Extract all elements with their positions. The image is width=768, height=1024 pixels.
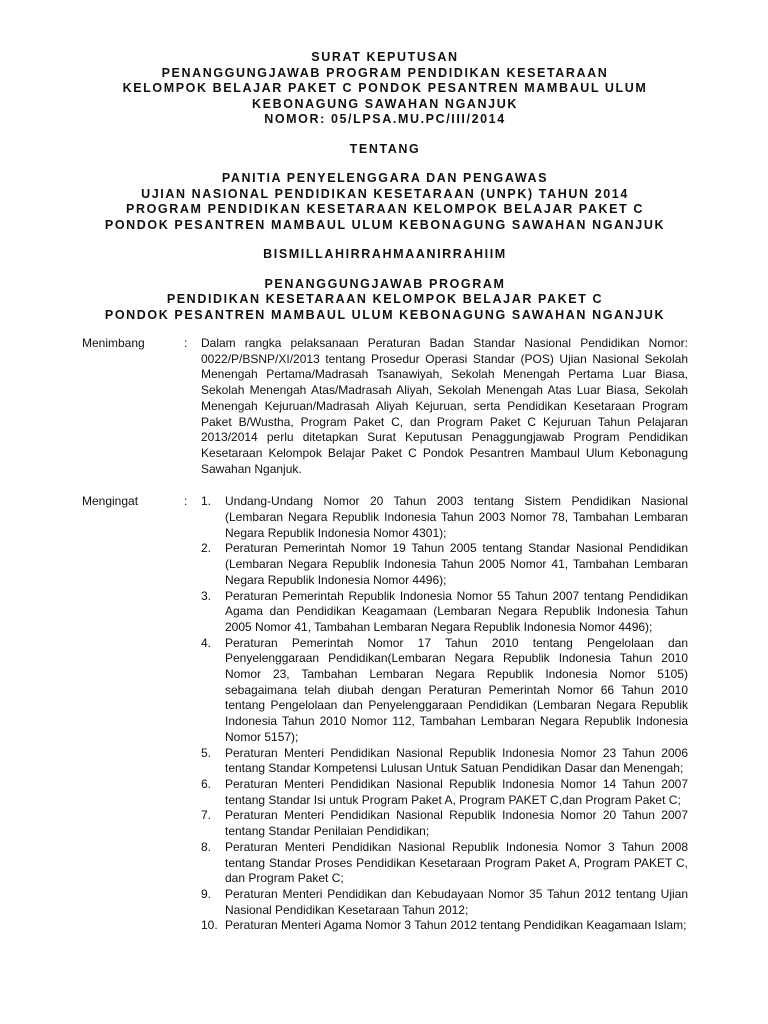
item-text: Peraturan Menteri Pendidikan dan Kebudayaan Nomor 35 Tahun 2012 tentang Ujian Nasional Pendidikan Kesetaraan Tahun 2012; [225, 886, 688, 917]
subject-block [82, 171, 688, 233]
subject-line: PROGRAM PENDIDIKAN KESETARAAN KELOMPOK BELAJAR PAKET C [126, 202, 644, 216]
issuer-line: PENANGGUNGJAWAB PROGRAM [264, 276, 506, 291]
list-item [201, 541, 688, 588]
subject-line: PONDOK PESANTREN MAMBAUL ULUM KEBONAGUNG SAWAHAN NGANJUK [104, 217, 666, 232]
list-item [201, 777, 688, 808]
item-number: 5. [201, 745, 212, 760]
item-text: Peraturan Menteri Pendidikan Nasional Republik Indonesia Nomor 3 Tahun 2008 tentang Standar Proses Pendidikan Kesetaraan Program Paket A, Program PAKET C, dan Program Paket C; [225, 839, 688, 886]
item-number: 6. [201, 776, 212, 791]
item-number: 9. [201, 886, 212, 901]
issuer-line: PENDIDIKAN KESETARAAN KELOMPOK BELAJAR PAKET C [166, 292, 604, 306]
tentang-section [82, 142, 688, 158]
list-item [201, 589, 688, 636]
section-spacer [82, 477, 688, 494]
menimbang-section [82, 336, 688, 477]
bismillah-block [82, 247, 688, 263]
item-text: Peraturan Menteri Pendidikan Nasional Republik Indonesia Nomor 23 Tahun 2006 tentang Standar Kompetensi Lulusan Untuk Satuan Pendidikan Dasar dan Menengah; [225, 745, 688, 776]
item-text: Peraturan Pemerintah Republik Indonesia Nomor 55 Tahun 2007 tentang Pendidikan Agama dan Pendidikan Keagamaan (Lembaran Negara Republik Indonesia Tahun 2005 Nomor 41, Tambahan Lembaran Negara Republik Indonesia Nomor 4496); [225, 588, 688, 634]
item-number: 2. [201, 541, 212, 556]
item-number: 3. [201, 588, 212, 603]
decree-title: SURAT KEPUTUSAN [311, 50, 459, 64]
item-number: 1. [201, 494, 212, 509]
item-text: Peraturan Menteri Agama Nomor 3 Tahun 2012 tentang Pendidikan Keagamaan Islam; [225, 918, 687, 933]
item-number: 4. [201, 635, 212, 650]
menimbang-label: Menimbang [82, 336, 145, 350]
mengingat-list-container [201, 494, 688, 934]
header-line: KEBONAGUNG SAWAHAN NGANJUK [252, 96, 518, 111]
item-number: 8. [201, 839, 212, 854]
decree-header [82, 50, 688, 128]
decree-number: NOMOR: 05/LPSA.MU.PC/III/2014 [264, 112, 506, 126]
subject-line: PANITIA PENYELENGGARA DAN PENGAWAS [221, 171, 549, 185]
list-item [201, 918, 688, 934]
header-line: KELOMPOK BELAJAR PAKET C PONDOK PESANTREN MAMBAUL ULUM [122, 81, 648, 95]
mengingat-colon: : [184, 494, 188, 509]
issuer-line: PONDOK PESANTREN MAMBAUL ULUM KEBONAGUNG SAWAHAN NGANJUK [104, 307, 666, 322]
subject-line: UJIAN NASIONAL PENDIDIKAN KESETARAAN (UNPK) TAHUN 2014 [141, 186, 629, 201]
item-text: Peraturan Pemerintah Nomor 19 Tahun 2005 tentang Standar Nasional Pendidikan (Lembaran Negara Republik Indonesia Tahun 2005 Nomor 41, Tambahan Lembaran Negara Republik Indonesia Nomor 4496); [225, 541, 688, 587]
issuer-block [82, 277, 688, 324]
mengingat-list [201, 494, 688, 934]
list-item [201, 840, 688, 887]
item-text: Undang-Undang Nomor 20 Tahun 2003 tentang Sistem Pendidikan Nasional (Lembaran Negara Republik Indonesia Tahun 2003 Nomor 78, Tambahan Lembaran Negara Republik Indonesia Nomor 4301); [225, 494, 688, 540]
list-item [201, 746, 688, 777]
mengingat-label: Mengingat [82, 494, 139, 509]
list-item [201, 494, 688, 541]
bismillah: BISMILLAHIRRAHMAANIRRAHIIM [263, 247, 507, 261]
list-item [201, 887, 688, 918]
mengingat-section [82, 494, 688, 934]
menimbang-text: Dalam rangka pelaksanaan Peraturan Badan Standar Nasional Pendidikan Nomor: 0022/P/BSNP/XI/2013 tentang Prosedur Operasi Standar (POS) Ujian Nasional Sekolah Menengah Pertama/Madrasah Tsanawiyah, Sekolah Menengah Pertama Luar Biasa, Sekolah Menengah Atas/Madrasah Aliyah, Sekolah Menengah Atas Luar Biasa, Sekolah Menengah Kejuruan/Madrasah Aliyah Kejuruan, serta Pendidikan Kesetaraan Program Paket B/Wustha, Program Paket C, dan Program Paket C Kejuruan Tahun Pelajaran 2013/2014 perlu ditetapkan Surat Keputusan Penaggungjawab Program Pendidikan Kesetaraan Kelompok Belajar Paket C Pondok Pesantren Mambaul Ulum Kebonagung Sawahan Nganjuk. [201, 336, 688, 476]
item-text: Peraturan Pemerintah Nomor 17 Tahun 2010 tentang Pengelolaan dan Penyelenggaraan Pendidikan(Lembaran Negara Republik Indonesia Tahun 2010 Nomor 23, Tambahan Lembaran Negara Republik Indonesia Nomor 5105) sebagaimana telah diubah dengan Peraturan Pemerintah Nomor 66 Tahun 2010 tentang Pengelolaan dan Penyelenggaraan Pendidikan (Lembaran Negara Republik Indonesia Tahun 2010 Nomor 112, Tambahan Lembaran Negara Republik Indonesia Nomor 5157); [225, 635, 688, 744]
header-line: PENANGGUNGJAWAB PROGRAM PENDIDIKAN KESETARAAN [161, 65, 609, 80]
item-number: 7. [201, 808, 212, 823]
list-item [201, 808, 688, 839]
item-number: 10. [201, 918, 218, 933]
list-item [201, 636, 688, 746]
item-text: Peraturan Menteri Pendidikan Nasional Republik Indonesia Nomor 14 Tahun 2007 tentang Standar Isi untuk Program Paket A, Program PAKET C,dan Program Paket C; [225, 776, 688, 807]
tentang-title: TENTANG [349, 141, 421, 156]
menimbang-colon: : [184, 336, 188, 350]
decree-body [82, 336, 688, 934]
item-text: Peraturan Menteri Pendidikan Nasional Republik Indonesia Nomor 20 Tahun 2007 tentang Standar Penilaian Pendidikan; [225, 808, 688, 839]
